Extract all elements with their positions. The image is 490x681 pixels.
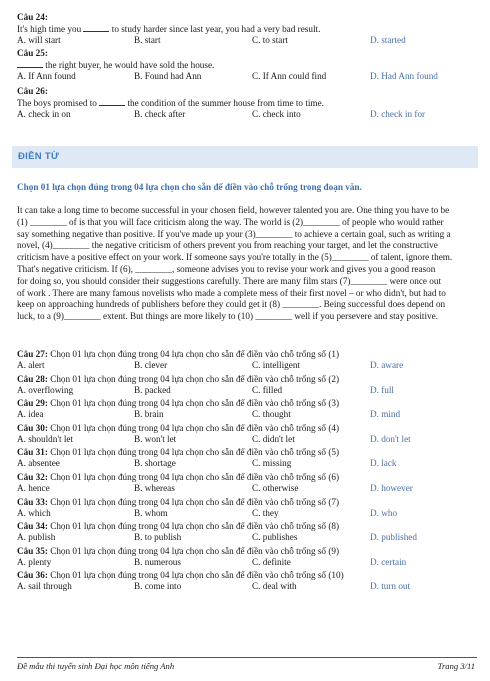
question-stem [17, 497, 477, 508]
option-c[interactable]: C. didn't let [252, 433, 295, 444]
section-banner [12, 146, 478, 168]
option-b[interactable]: B. shortage [134, 458, 176, 469]
question-label: Câu 33: [17, 496, 48, 507]
option-d[interactable]: D. started [370, 35, 406, 45]
option-b[interactable]: B. whom [134, 507, 168, 518]
option-d[interactable]: D. certain [370, 556, 407, 567]
question-label: Câu 28: [17, 373, 48, 384]
question-text: Chọn 01 lựa chọn đúng trong 04 lựa chọn cho sẵn để điền vào chỗ trống số (2) [50, 373, 340, 384]
passage-line: of work . There are many famous novelists who made a complete mess of their first novel – or who didn't, but had to [17, 287, 446, 298]
option-c[interactable]: C. thought [252, 409, 291, 420]
option-c[interactable]: C. definite [252, 556, 291, 567]
passage-line: It can take a long time to become successful in your chosen field, however talented you are. One thing you have to be [17, 205, 450, 215]
options-row [17, 581, 477, 592]
question-text: Chọn 01 lựa chọn đúng trong 04 lựa chọn cho sẵn để điền vào chỗ trống số (6) [50, 472, 340, 482]
option-b[interactable]: B. to publish [134, 532, 182, 543]
option-c[interactable]: C. otherwise [252, 483, 299, 493]
options-row [17, 35, 477, 46]
option-b[interactable]: B. check after [134, 109, 186, 119]
section-title: ĐIỀN TỪ [18, 151, 60, 162]
section-instruction: Chọn 01 lựa chọn đúng trong 04 lựa chọn cho sẵn để điền vào chỗ trống trong đoạn văn. [17, 182, 362, 192]
option-a[interactable]: A. will start [17, 35, 61, 45]
question-stem: The boys promised to the condition of the summer house from time to time. [17, 98, 324, 108]
question-label: Câu 35: [17, 545, 48, 556]
gap-question [17, 570, 477, 592]
gap-question [17, 398, 477, 420]
reading-passage [17, 205, 477, 323]
option-b[interactable]: B. packed [134, 384, 171, 395]
options-row [17, 532, 477, 543]
option-c[interactable]: C. they [252, 507, 279, 518]
gap-question [17, 349, 477, 371]
options-row [17, 557, 477, 568]
option-a[interactable]: A. check in on [17, 109, 71, 119]
question-label: Câu 24: [17, 12, 48, 22]
option-d[interactable]: D. turn out [370, 581, 411, 592]
question-stem [17, 447, 477, 458]
option-a[interactable]: A. shouldn't let [17, 433, 74, 444]
option-d[interactable]: D. however [370, 483, 413, 493]
question-label: Câu 25: [17, 48, 48, 58]
answer-blank [17, 59, 43, 68]
passage-line: criticism have a positive effect on your work. If someone says you're totally in the (5)________ of talent, ignore them. [17, 252, 453, 263]
options-row [17, 458, 477, 469]
option-d[interactable]: D. full [370, 384, 394, 395]
options-row [17, 409, 477, 420]
question-stem [17, 423, 477, 434]
option-a[interactable]: A. hence [17, 483, 50, 493]
option-a[interactable]: A. If Ann found [17, 71, 76, 81]
passage-line: That's negative criticism. If (6), ________, someone advises you to revise your work and gives you a good reason [17, 263, 436, 274]
option-d[interactable]: D. lack [370, 458, 397, 469]
gap-question [17, 447, 477, 469]
option-d[interactable]: D. mind [370, 409, 401, 420]
option-b[interactable]: B. clever [134, 360, 168, 370]
option-c[interactable]: C. filled [252, 384, 283, 395]
gap-question [17, 423, 477, 445]
option-a[interactable]: A. which [17, 507, 51, 518]
question-text: Chọn 01 lựa chọn đúng trong 04 lựa chọn cho sẵn để điền vào chỗ trống số (8) [50, 521, 340, 532]
question-text: Chọn 01 lựa chọn đúng trong 04 lựa chọn cho sẵn để điền vào chỗ trống số (7) [50, 496, 340, 507]
question-25 [17, 48, 477, 82]
question-26 [17, 86, 477, 120]
option-a[interactable]: A. overflowing [17, 384, 74, 395]
options-row [17, 385, 477, 396]
option-a[interactable]: A. absentee [17, 458, 60, 469]
options-row [17, 360, 477, 371]
question-label: Câu 36: [17, 570, 48, 581]
options-row [17, 508, 477, 519]
option-b[interactable]: B. start [134, 35, 161, 45]
question-stem [17, 546, 477, 557]
option-b[interactable]: B. Found had Ann [134, 71, 202, 81]
footer-divider [17, 657, 477, 658]
question-label: Câu 31: [17, 447, 48, 458]
option-a[interactable]: A. alert [17, 360, 45, 370]
passage-line: for doing so, you should consider their suggestions carefully. There are many film stars (7)________ were once out [17, 275, 442, 286]
option-c[interactable]: C. missing [252, 458, 292, 469]
options-row [17, 109, 477, 120]
option-c[interactable]: C. check into [252, 109, 301, 119]
gap-question [17, 374, 477, 396]
options-row [17, 434, 477, 445]
question-label: Câu 26: [17, 86, 48, 96]
question-text: Chọn 01 lựa chọn đúng trong 04 lựa chọn cho sẵn để điền vào chỗ trống số (9) [50, 545, 340, 556]
option-b[interactable]: B. numerous [134, 556, 181, 567]
option-c[interactable]: C. to start [252, 35, 288, 45]
question-stem [17, 570, 477, 581]
page-number: Trang 3/11 [437, 661, 475, 671]
question-stem [17, 398, 477, 409]
option-c[interactable]: C. intelligent [252, 360, 300, 370]
option-a[interactable]: A. sail through [17, 581, 72, 592]
question-stem [17, 374, 477, 385]
option-d[interactable]: D. Had Ann found [370, 71, 438, 81]
answer-blank [83, 23, 109, 32]
option-d[interactable]: D. don't let [370, 433, 411, 444]
passage-line: keep on approaching hundreds of publishers before they could get it (8) ________. Being successful does depend on [17, 299, 446, 310]
question-label: Câu 29: [17, 398, 48, 409]
gap-question [17, 497, 477, 519]
option-d[interactable]: D. check in for [370, 109, 426, 119]
question-text: Chọn 01 lựa chọn đúng trong 04 lựa chọn cho sẵn để điền vào chỗ trống số (1) [50, 349, 340, 359]
question-label: Câu 27: [17, 349, 48, 359]
question-stem [17, 349, 477, 360]
option-d[interactable]: D. aware [370, 360, 404, 370]
question-24 [17, 12, 477, 46]
question-stem [17, 472, 477, 483]
question-text: Chọn 01 lựa chọn đúng trong 04 lựa chọn cho sẵn để điền vào chỗ trống số (4) [50, 422, 340, 433]
question-text: Chọn 01 lựa chọn đúng trong 04 lựa chọn cho sẵn để điền vào chỗ trống số (5) [50, 447, 340, 458]
option-b[interactable]: B. come into [134, 581, 182, 592]
options-row [17, 483, 477, 494]
option-c[interactable]: C. deal with [252, 581, 297, 592]
option-d[interactable]: D. who [370, 507, 398, 518]
gap-question [17, 472, 477, 494]
passage-line: luck, to a (9)________ extent. But things are more likely to (10) ________ well if you persevere and stay positive. [17, 311, 439, 322]
option-b[interactable]: B. won't let [134, 433, 177, 444]
question-label: Câu 32: [17, 472, 48, 482]
passage-line: novel, (4)________ the negative criticism of others prevent you from reaching your target, and let the constructive [17, 240, 438, 251]
question-text: Chọn 01 lựa chọn đúng trong 04 lựa chọn cho sẵn để điền vào chỗ trống số (3) [50, 398, 340, 409]
question-text: Chọn 01 lựa chọn đúng trong 04 lựa chọn cho sẵn để điền vào chỗ trống số (10) [50, 570, 344, 581]
gap-question [17, 521, 477, 543]
passage-line: (1) ________ of is that you will face criticism along the way. The world is (2)________ of people who would rather [17, 216, 444, 227]
footer-title: Đề mẫu thi tuyển sinh Đại học môn tiếng Anh [17, 661, 175, 671]
option-d[interactable]: D. published [370, 532, 417, 543]
option-c[interactable]: C. publishes [252, 532, 298, 543]
gap-question [17, 546, 477, 568]
answer-blank [99, 97, 125, 106]
question-stem: It's high time you to study harder since last year, you had a very bad result. [17, 24, 321, 34]
option-b[interactable]: B. whereas [134, 483, 175, 493]
options-row [17, 71, 477, 82]
option-a[interactable]: A. idea [17, 409, 44, 420]
question-stem [17, 521, 477, 532]
question-stem: the right buyer, he would have sold the house. [17, 59, 477, 71]
option-a[interactable]: A. publish [17, 532, 56, 543]
passage-line: say something negative than positive. If you've made up your (3)________ to achieve a certain goal, such as writing a [17, 228, 451, 239]
question-label: Câu 34: [17, 521, 48, 532]
option-a[interactable]: A. plenty [17, 556, 52, 567]
question-label: Câu 30: [17, 422, 48, 433]
option-b[interactable]: B. brain [134, 409, 164, 420]
option-c[interactable]: C. If Ann could find [252, 71, 327, 81]
